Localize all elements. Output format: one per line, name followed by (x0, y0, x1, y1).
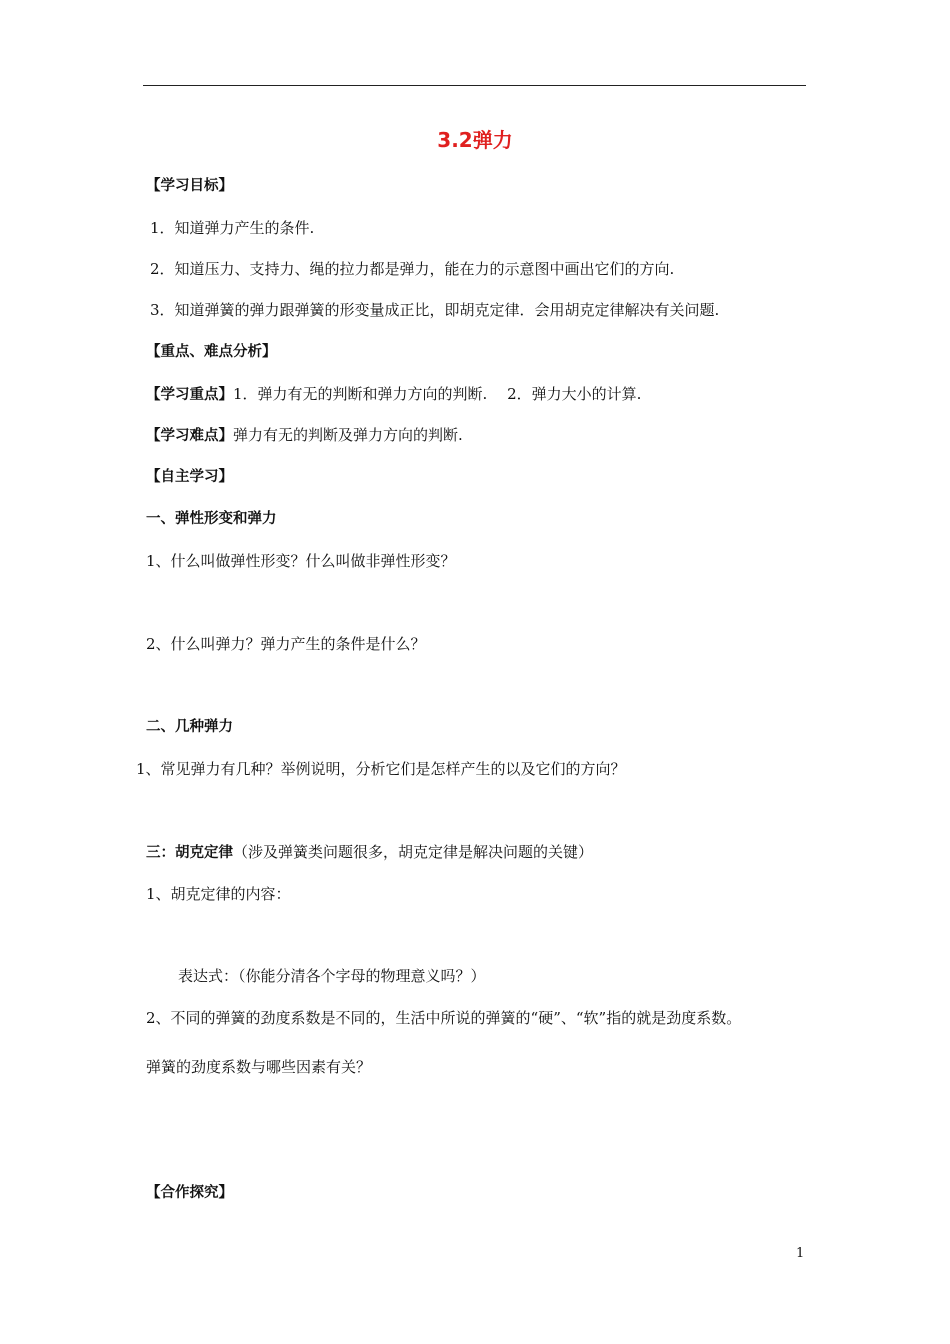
key-points-label: 【学习重点】 (146, 387, 233, 403)
header-rule (143, 85, 806, 86)
analysis-heading: 【重点、难点分析】 (146, 344, 277, 360)
key-points-row (146, 384, 641, 405)
question-elastic-force: 2、什么叫弹力？弹力产生的条件是什么？ (146, 635, 426, 653)
objective-item-2: 2．知道压力、支持力、绳的拉力都是弹力，能在力的示意图中画出它们的方向. (150, 260, 675, 278)
section-elastic-deformation-heading: 一、弹性形变和弹力 (146, 511, 277, 527)
difficult-points-row (146, 425, 463, 446)
hooke-law-note: （涉及弹簧类问题很多，胡克定律是解决问题的关键） (233, 843, 594, 861)
hooke-law-heading-row (146, 842, 593, 863)
section-kinds-of-force-heading: 二、几种弹力 (146, 719, 233, 735)
section-hooke-law-heading: 三：胡克定律 (146, 845, 233, 861)
objective-item-1: 1．知道弹力产生的条件. (150, 219, 315, 237)
document-title: 3.2弹力 (437, 128, 513, 152)
difficult-points-text: 弹力有无的判断及弹力方向的判断. (233, 426, 463, 444)
question-hooke-law-content: 1、胡克定律的内容： (146, 885, 291, 903)
objectives-heading: 【学习目标】 (146, 178, 233, 194)
question-kinds-of-force: 1、常见弹力有几种？举例说明，分析它们是怎样产生的以及它们的方向？ (136, 760, 626, 778)
cooperation-heading: 【合作探究】 (146, 1185, 233, 1201)
key-points-text: 1．弹力有无的判断和弹力方向的判断. 2．弹力大小的计算. (233, 385, 642, 403)
difficult-points-label: 【学习难点】 (146, 428, 233, 444)
hooke-law-expression-prompt: 表达式：（你能分清各个字母的物理意义吗？） (178, 967, 486, 985)
stiffness-coefficient-statement: 2、不同的弹簧的劲度系数是不同的，生活中所说的弹簧的“硬”、“软”指的就是劲度系数。 (146, 1009, 742, 1027)
page-number: 1 (796, 1246, 805, 1261)
question-stiffness-factors: 弹簧的劲度系数与哪些因素有关？ (146, 1058, 372, 1076)
self-study-heading: 【自主学习】 (146, 469, 233, 485)
question-elastic-deformation: 1、什么叫做弹性形变？什么叫做非弹性形变？ (146, 552, 456, 570)
objective-item-3: 3．知道弹簧的弹力跟弹簧的形变量成正比，即胡克定律．会用胡克定律解决有关问题. (150, 301, 720, 319)
